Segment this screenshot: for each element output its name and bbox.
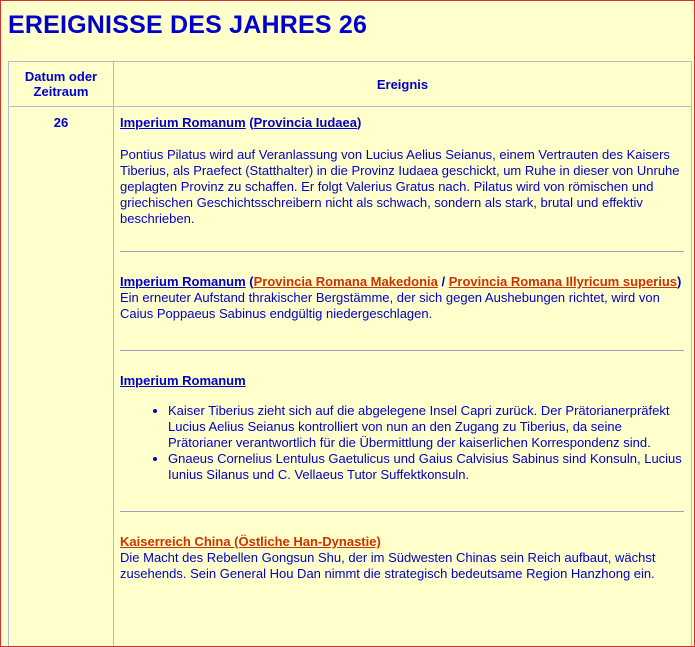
divider	[120, 511, 684, 512]
heading-separator: (	[245, 274, 254, 289]
section-text: Pontius Pilatus wird auf Veranlassung von Lucius Aelius Seianus, einem Vertrauten des Kaisers Tiberius, als Praefect (Statthalter) in die Provinz Iudaea geschickt, um Ruhe in dieser von Unruhe geplagten Provinz zu schaffen. Er folgt Valerius Gratus nach. Pilatus wird von römischen und griechischen Geschichtsschreibern nicht als schwach, sondern als stark, brutal und effektiv beschrieben.	[120, 147, 680, 226]
section-heading	[120, 534, 684, 550]
link-imperium-romanum[interactable]: Imperium Romanum	[120, 115, 246, 130]
column-header-event: Ereignis	[114, 62, 692, 107]
table-header-row	[9, 62, 692, 107]
section-heading	[120, 373, 684, 389]
section-heading	[120, 115, 684, 131]
heading-separator: /	[437, 274, 449, 289]
heading-separator: )	[356, 115, 362, 130]
link-kaiserreich-china[interactable]: Kaiserreich China (Östliche Han-Dynastie)	[120, 534, 381, 549]
section-text: Die Macht des Rebellen Gongsun Shu, der im Südwesten Chinas sein Reich aufbaut, wächst zusehends. Sein General Hou Dan nimmt die strategisch bedeutsame Region Hanzhong ein.	[120, 550, 656, 581]
divider	[120, 350, 684, 351]
section-text: Ein erneuter Aufstand thrakischer Bergstämme, der sich gegen Aushebungen richtet, wird von Caius Poppaeus Sabinus endgültig niedergeschlagen.	[120, 290, 660, 321]
table-row	[9, 107, 692, 647]
link-provincia-iudaea[interactable]: Provincia Iudaea	[253, 115, 357, 130]
list-item: • Gnaeus Cornelius Lentulus Gaetulicus und Gaius Calvisius Sabinus sind Konsuln, Lucius Iunius Silanus und C. Vellaeus Tutor Suffektkonsuln.	[168, 451, 684, 483]
event-cell	[114, 107, 692, 647]
link-provincia-makedonia[interactable]: Provincia Romana Makedonia	[253, 274, 438, 289]
section-heading	[120, 274, 684, 290]
divider	[120, 251, 684, 252]
link-provincia-illyricum[interactable]: Provincia Romana Illyricum superius	[448, 274, 678, 289]
events-table	[8, 61, 692, 647]
heading-separator: )	[677, 274, 682, 289]
link-imperium-romanum[interactable]: Imperium Romanum	[120, 373, 246, 388]
column-header-date: Datum oder Zeitraum	[9, 62, 114, 107]
bullet-list	[120, 403, 684, 483]
list-item: • Kaiser Tiberius zieht sich auf die abgelegene Insel Capri zurück. Der Prätorianerpräfekt Lucius Aelius Seianus kontrolliert von nun an den Zugang zu Tiberius, da seine Prätorianer verantwortlich für die Übermittlung der kaiserlichen Korrespondenz sind.	[168, 403, 684, 451]
page-title: EREIGNISSE DES JAHRES 26	[8, 11, 368, 39]
link-imperium-romanum[interactable]: Imperium Romanum	[120, 274, 246, 289]
date-cell: 26	[9, 107, 114, 647]
heading-separator: (	[245, 115, 254, 130]
